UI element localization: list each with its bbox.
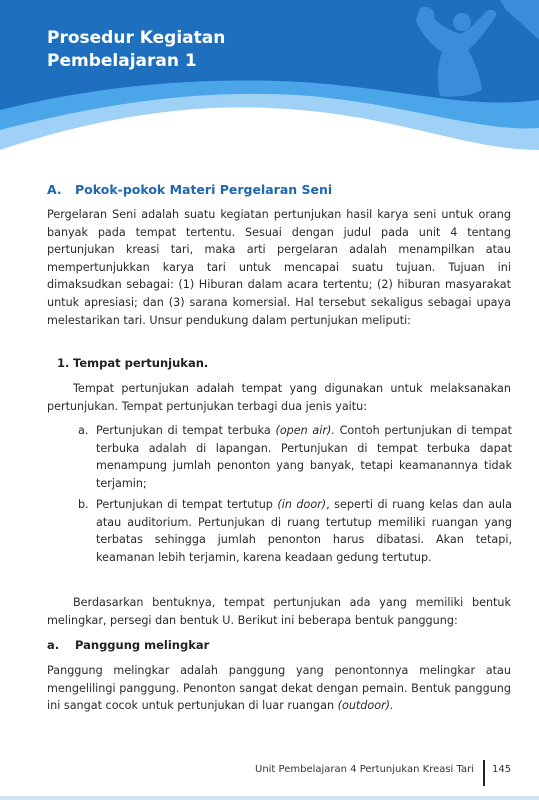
paragraph-4-before: Panggung melingkar adalah panggung yang penontonnya melingkar atau mengelilingi panggung. Penonton sangat dekat dengan pemain. Bentuk panggung ini sangat cocok untuk pertunjukan di luar ruangan bbox=[47, 664, 511, 713]
heading-1-number: 1. bbox=[57, 356, 70, 370]
item-a-text-italic: (open air). bbox=[275, 424, 335, 437]
item-b-text bbox=[96, 496, 512, 566]
section-a-title: Pokok-pokok Materi Pergelaran Seni bbox=[75, 182, 333, 197]
item-a-text-after: Contoh pertunjukan di tempat terbuka adalah di lapangan. Pertunjukan di tempat terbuka dapat menampung jumlah penonton yang banyak, tetapi keamanannya tidak terjamin; bbox=[96, 424, 513, 490]
bottom-decoration-strip bbox=[0, 796, 539, 800]
paragraph-tempat: Tempat pertunjukan adalah tempat yang digunakan untuk melaksanakan pertunjukan. Tempat pertunjukan terbagi dua jenis yaitu: bbox=[47, 382, 511, 413]
list-item-in-door bbox=[78, 496, 512, 566]
section-a-letter: A. bbox=[47, 182, 62, 197]
heading-tempat-pertunjukan bbox=[57, 356, 208, 370]
title-line-2: Pembelajaran 1 bbox=[47, 51, 197, 71]
section-a-heading bbox=[47, 182, 332, 197]
item-b-text-after: , seperti di ruang kelas dan aula atau auditorium. Pertunjukan di ruang tertutup memiliki ruangan yang terbatas sehingga jumlah penonton harus dibatasi. Akan tetapi, keamanan lebih terjamin, karena keadaan gedung tertutup. bbox=[96, 498, 512, 564]
item-b-label: b. bbox=[78, 498, 89, 511]
heading-2-letter: a. bbox=[47, 638, 60, 652]
heading-1-text: Tempat pertunjukan. bbox=[73, 356, 209, 370]
page-title bbox=[47, 27, 225, 73]
title-line-1: Prosedur Kegiatan bbox=[47, 28, 226, 48]
item-a-text bbox=[96, 422, 512, 492]
item-a-label: a. bbox=[78, 424, 89, 437]
footer-unit-title: Unit Pembelajaran 4 Pertunjukan Kreasi Tari bbox=[255, 764, 474, 775]
item-b-text-before: Pertunjukan di tempat tertutup bbox=[96, 498, 278, 511]
intro-paragraph: Pergelaran Seni adalah suatu kegiatan pertunjukan hasil karya seni untuk orang banyak pada tempat tertentu. Sesuai dengan judul pada unit 4 tentang pertunjukan kreasi tari, maka arti pergelaran adalah menampilkan atau mempertunjukkan karya tari untuk mencapai suatu tujuan. Tujuan ini dimaksudkan sebagai: (1) Hiburan dalam acara tertentu; (2) hiburan masyarakat untuk apresiasi; dan (3) sarana komersial. Hal tersebut sekaligus sebagai upaya melestarikan tari. Unsur pendukung dalam pertunjukan meliputi: bbox=[47, 208, 511, 327]
header-banner bbox=[0, 0, 539, 180]
paragraph-bentuk: Berdasarkan bentuknya, tempat pertunjukan ada yang memiliki bentuk melingkar, persegi dan bentuk U. Berikut ini beberapa bentuk panggung: bbox=[47, 596, 511, 627]
footer-divider bbox=[483, 760, 485, 786]
paragraph-4-italic: (outdoor). bbox=[337, 699, 394, 713]
list-item-open-air bbox=[78, 422, 512, 492]
heading-panggung-melingkar bbox=[47, 638, 209, 652]
item-b-text-italic: (in door) bbox=[277, 498, 327, 511]
item-a-text-before: Pertunjukan di tempat terbuka bbox=[96, 424, 276, 437]
page-number: 145 bbox=[492, 764, 512, 775]
paragraph-panggung-melingkar bbox=[47, 662, 511, 715]
heading-2-text: Panggung melingkar bbox=[75, 638, 210, 652]
